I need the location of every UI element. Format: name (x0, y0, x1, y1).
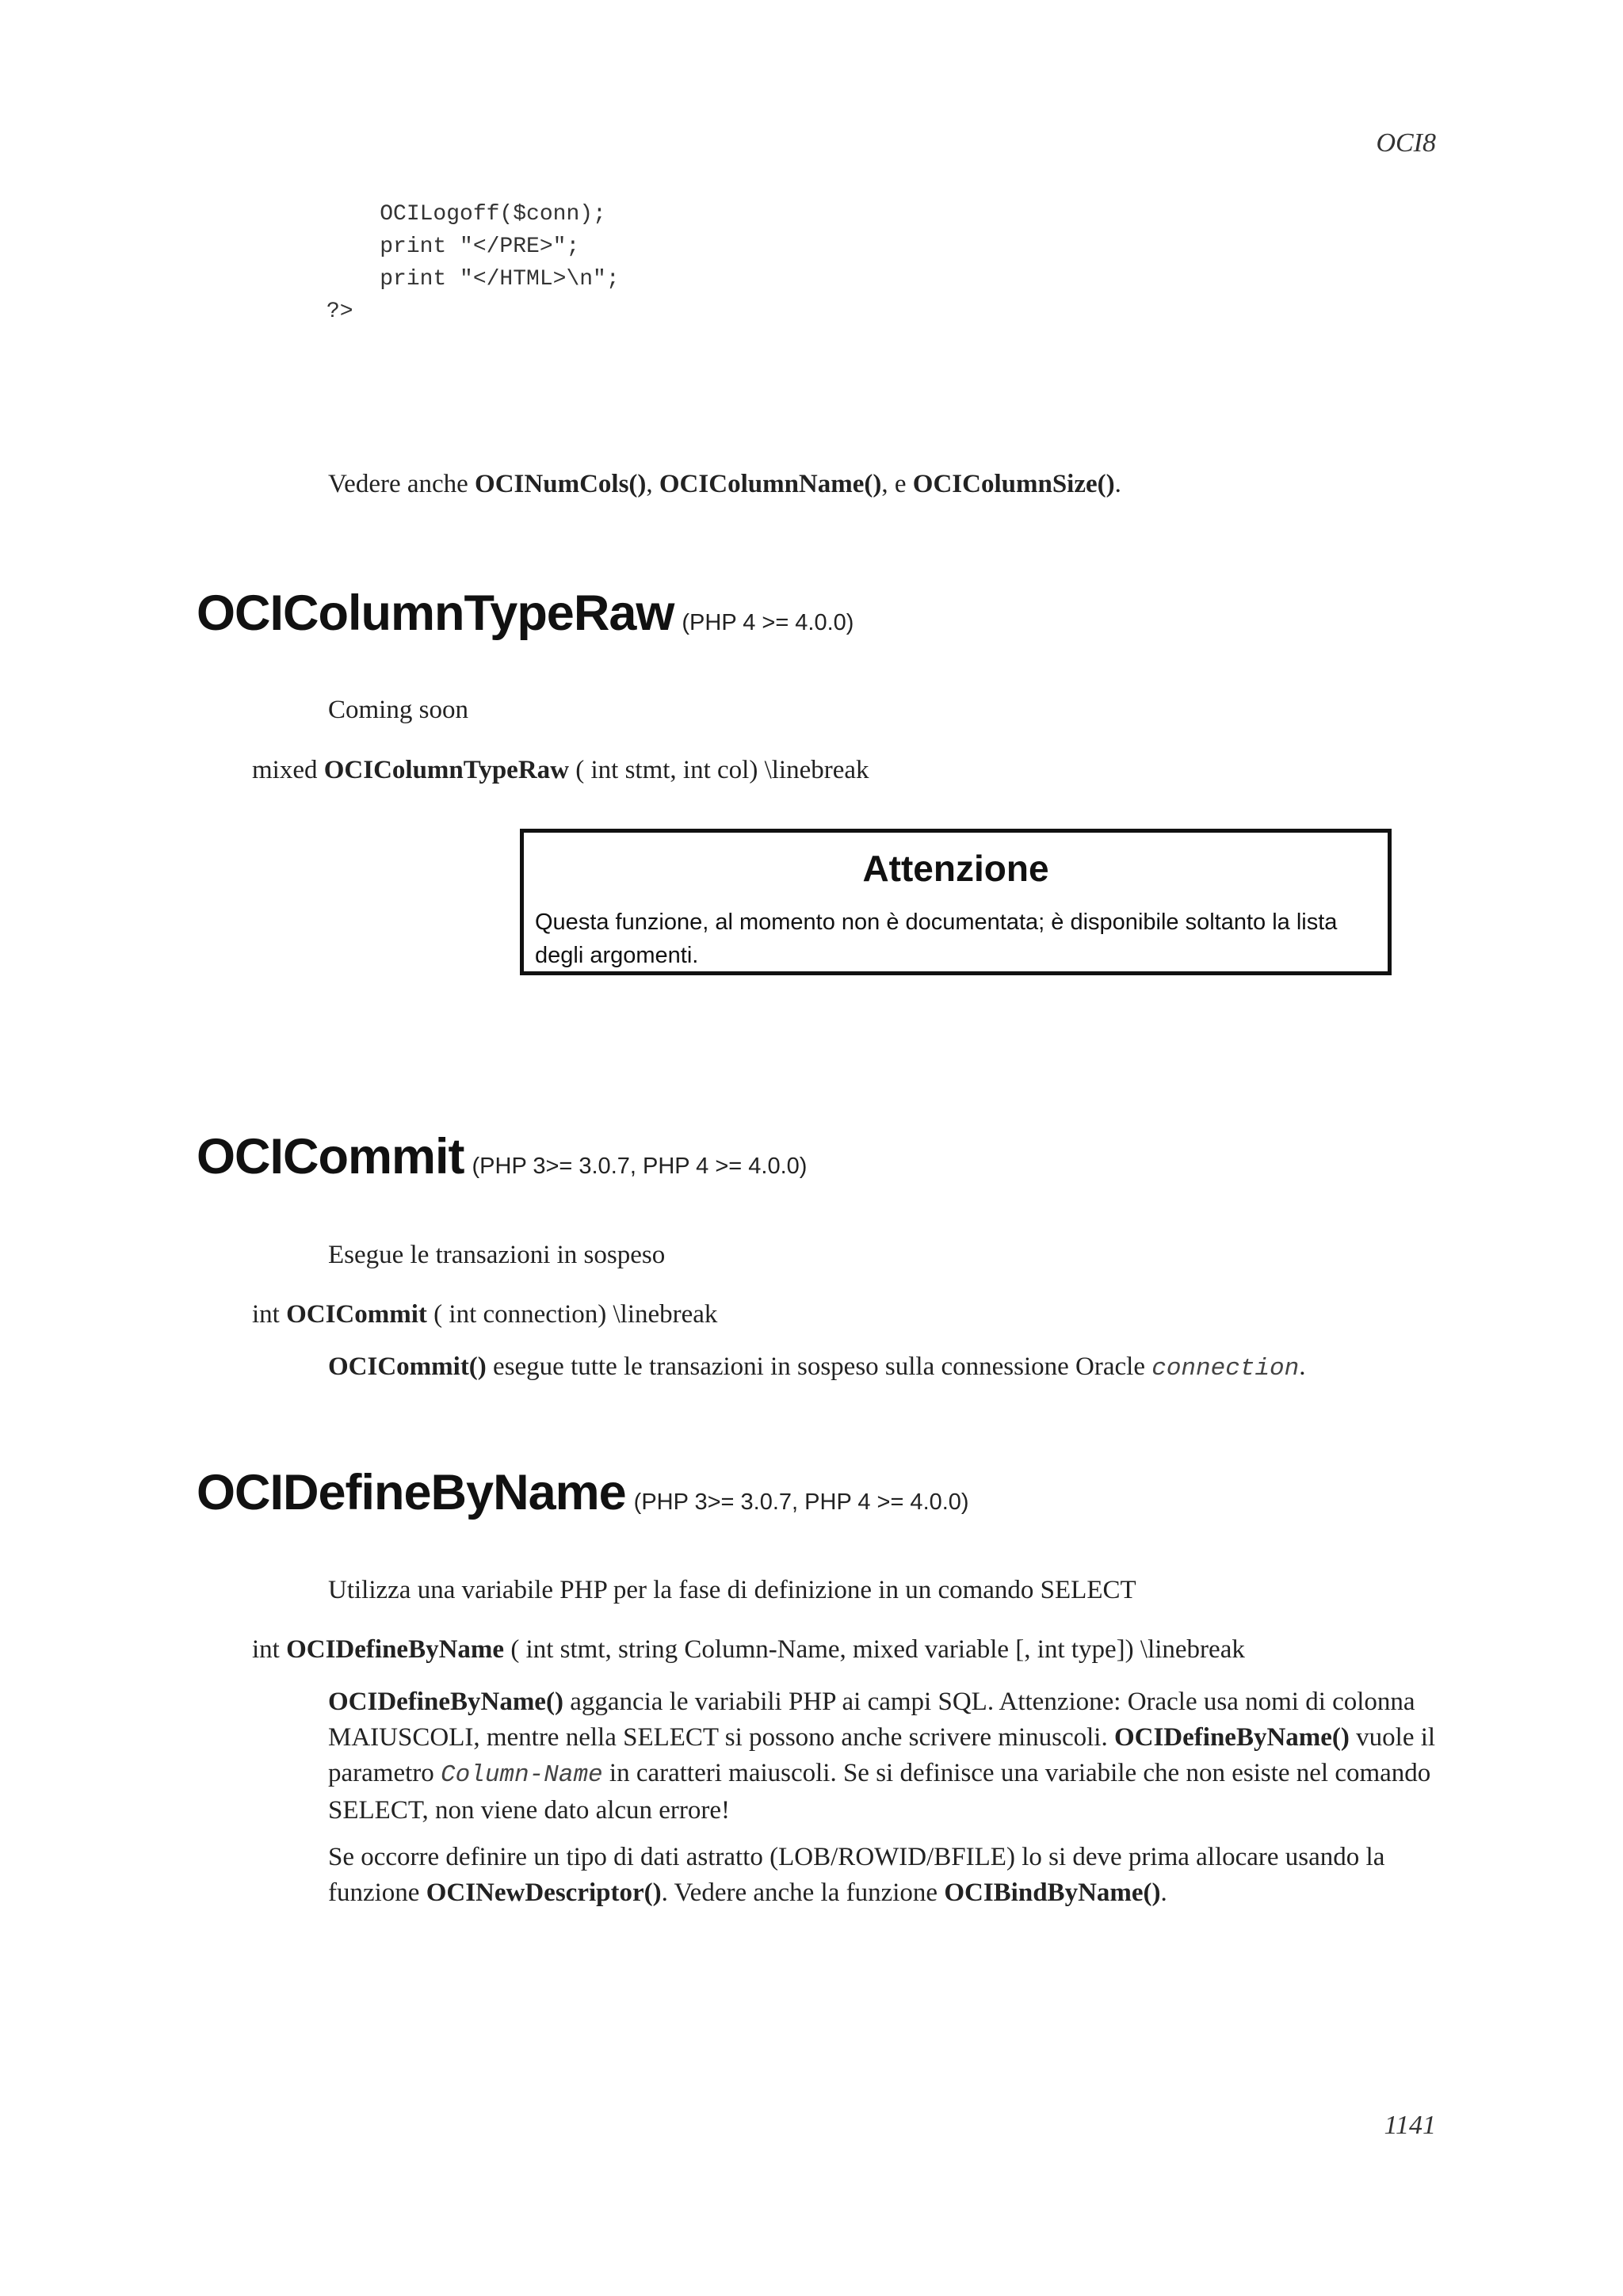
code-line: OCILogoff($conn); (327, 202, 606, 227)
function-synopsis: mixed OCIColumnTypeRaw ( int stmt, int col) \linebreak (252, 756, 869, 784)
see-also-paragraph: Vedere anche OCINumCols(), OCIColumnName(), e OCIColumnSize(). (328, 470, 1121, 498)
function-description: OCIDefineByName() aggancia le variabili PHP ai campi SQL. Attenzione: Oracle usa nomi di colonna MAIUSCOLI, mentre nella SELECT si possono anche scrivere minuscoli. OCIDefineByName() vuole il parametro Column-Name in caratteri maiuscoli. Se si definisce una variabile che non esiste nel comando SELECT, non viene dato alcun errore! (328, 1688, 1436, 1825)
version-info: (PHP 3>= 3.0.7, PHP 4 >= 4.0.0) (633, 1489, 969, 1515)
function-description: OCICommit() esegue tutte le transazioni in sospeso sulla connessione Oracle connection. (328, 1352, 1306, 1383)
function-name: OCIDefineByName (197, 1465, 626, 1520)
function-link[interactable]: OCINewDescriptor() (426, 1878, 662, 1907)
warning-text: Questa funzione, al momento non è documentata; è disponibile soltanto la lista degli argomenti. (535, 910, 1338, 968)
version-info: (PHP 4 >= 4.0.0) (682, 610, 854, 635)
function-link[interactable]: OCIColumnName() (659, 470, 882, 498)
code-block (327, 198, 620, 328)
warning-box (520, 829, 1392, 975)
function-description-continued: Se occorre definire un tipo di dati astratto (LOB/ROWID/BFILE) lo si deve prima allocare usando la funzione OCINewDescriptor(). Vedere anche la funzione OCIBindByName(). (328, 1843, 1385, 1907)
code-line: print "</PRE>"; (327, 235, 580, 259)
section-title (197, 585, 854, 642)
function-name: OCICommit (197, 1129, 464, 1184)
warning-title: Attenzione (862, 848, 1049, 889)
function-synopsis: int OCIDefineByName ( int stmt, string Column-Name, mixed variable [, int type]) \linebreak (252, 1635, 1245, 1664)
function-synopsis: int OCICommit ( int connection) \linebreak (252, 1300, 718, 1329)
parameter-name: connection (1151, 1355, 1300, 1383)
code-line: print "</HTML>\n"; (327, 267, 620, 292)
code-line: ?> (327, 299, 353, 324)
running-header: OCI8 (1376, 128, 1436, 158)
version-info: (PHP 3>= 3.0.7, PHP 4 >= 4.0.0) (472, 1154, 808, 1179)
function-name: OCIColumnTypeRaw (197, 585, 674, 641)
function-link[interactable]: OCIBindByName() (944, 1878, 1161, 1907)
function-summary: Coming soon (328, 696, 468, 724)
section-title (197, 1464, 969, 1521)
parameter-name: Column-Name (441, 1761, 603, 1789)
function-link[interactable]: OCINumCols() (475, 470, 647, 498)
page-number: 1141 (1384, 2111, 1436, 2140)
section-title (197, 1128, 807, 1185)
function-summary: Utilizza una variabile PHP per la fase di definizione in un comando SELECT (328, 1576, 1136, 1604)
function-summary: Esegue le transazioni in sospeso (328, 1241, 666, 1269)
function-link[interactable]: OCIColumnSize() (912, 470, 1115, 498)
